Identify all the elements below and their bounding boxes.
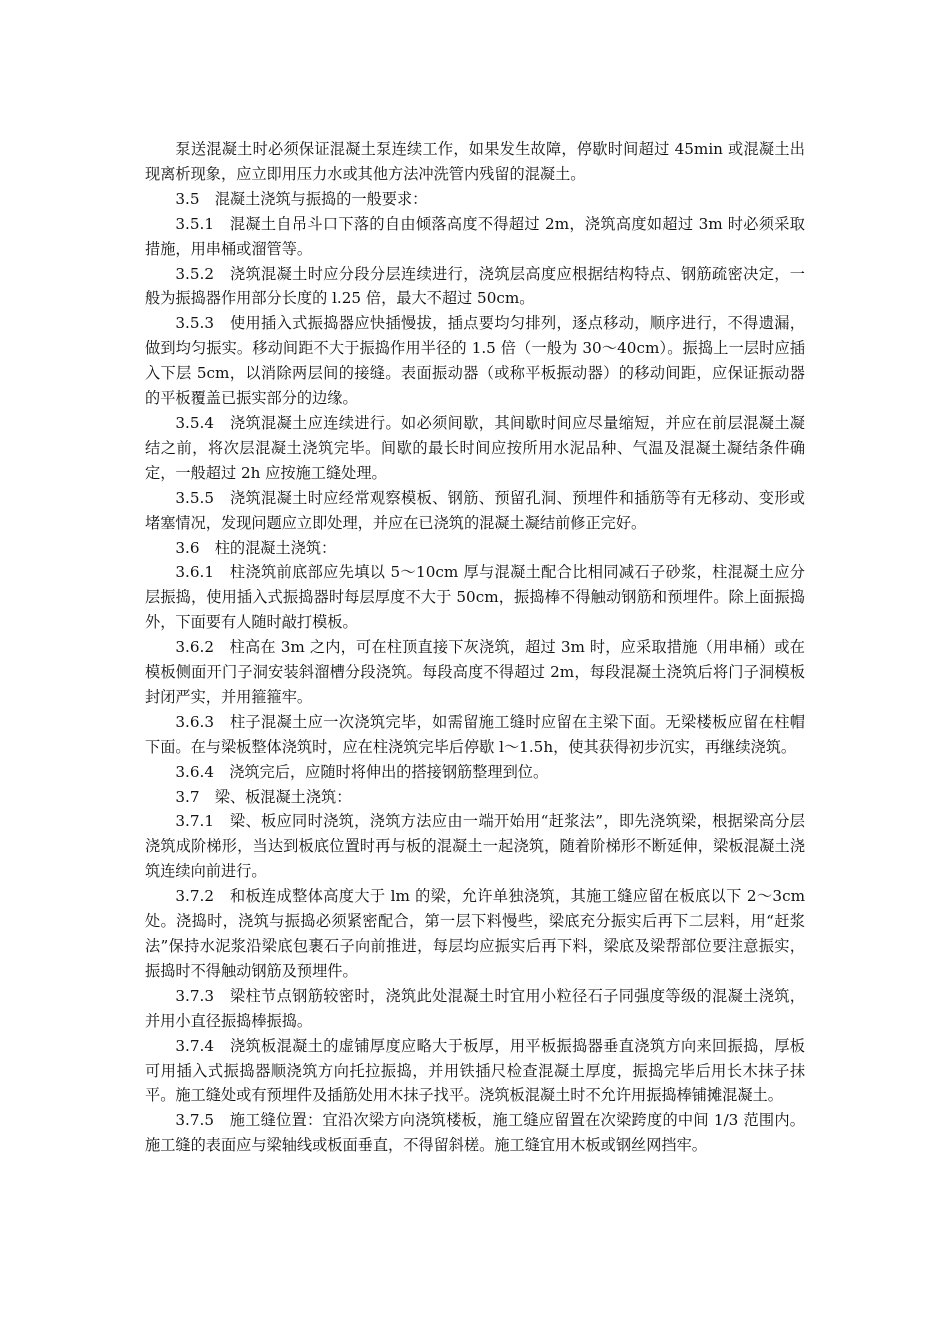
- paragraph-3-7-2: 3.7.2 和板连成整体高度大于 lm 的梁，允许单独浇筑，其施工缝应留在板底以下 2～3cm 处。浇捣时，浇筑与振捣必须紧密配合，第一层下料慢些，梁底充分振实后再下二层料，用“赶浆法”保持水泥浆沿梁底包裹石子向前推进，每层均应振实后再下料，梁底及梁帮部位要注意振实，振捣时不得触动钢筋及预埋件。: [145, 887, 805, 980]
- paragraph-3-6-1: 3.6.1 柱浇筑前底部应先填以 5～10cm 厚与混凝土配合比相同减石子砂浆，柱混凝土应分层振捣，使用插入式振捣器时每层厚度不大于 50cm，振捣棒不得触动钢筋和预埋件。除上面振捣外，下面要有人随时敲打模板。: [145, 563, 805, 632]
- paragraph-3-5-2: 3.5.2 浇筑混凝土时应分段分层连续进行，浇筑层高度应根据结构特点、钢筋疏密决定，一般为振捣器作用部分长度的 l.25 倍，最大不超过 50cm。: [145, 264, 805, 308]
- paragraph-3-5-3: 3.5.3 使用插入式振捣器应快插慢拔，插点要均匀排列，逐点移动，顺序进行，不得遗漏，做到均匀振实。移动间距不大于振捣作用半径的 1.5 倍（一般为 30～40cm）。振捣上一层时应插入下层 5cm，以消除两层间的接缝。表面振动器（或称平板振动器）的移动间距，应保证振动器的平板覆盖已振实部分的边缘。: [145, 314, 805, 408]
- paragraph-pump-concrete: 泵送混凝土时必须保证混凝土泵连续工作，如果发生故障，停歇时间超过 45min 或混凝土出现离析现象，应立即用压力水或其他方法冲洗管内残留的混凝土。: [145, 140, 805, 183]
- paragraph-3-5-4: 3.5.4 浇筑混凝土应连续进行。如必须间歇，其间歇时间应尽量缩短，并应在前层混凝土凝结之前，将次层混凝土浇筑完毕。间歇的最长时间应按所用水泥品种、气温及混凝土凝结条件确定，一般超过 2h 应按施工缝处理。: [145, 413, 805, 482]
- paragraph-3-7-5: 3.7.5 施工缝位置：宜沿次梁方向浇筑楼板，施工缝应留置在次梁跨度的中间 1/3 范围内。施工缝的表面应与梁轴线或板面垂直，不得留斜槎。施工缝宜用木板或钢丝网挡牢。: [145, 1111, 805, 1155]
- paragraph-3-5-5: 3.5.5 浇筑混凝土时应经常观察模板、钢筋、预留孔洞、预埋件和插筋等有无移动、变形或堵塞情况，发现问题应立即处理，并应在已浇筑的混凝土凝结前修正完好。: [145, 488, 805, 532]
- paragraph-3-5-1: 3.5.1 混凝土自吊斗口下落的自由倾落高度不得超过 2m，浇筑高度如超过 3m 时必须采取措施，用串桶或溜管等。: [145, 214, 805, 258]
- paragraph-3-6-3: 3.6.3 柱子混凝土应一次浇筑完毕，如需留施工缝时应留在主梁下面。无梁楼板应留在柱帽下面。在与梁板整体浇筑时，应在柱浇筑完毕后停歇 l～1.5h，使其获得初步沉实，再继续浇筑。: [145, 712, 805, 756]
- document-page: [145, 137, 805, 1158]
- paragraph-3-7-3: 3.7.3 梁柱节点钢筋较密时，浇筑此处混凝土时宜用小粒径石子同强度等级的混凝土浇筑，并用小直径振捣棒振捣。: [145, 986, 805, 1030]
- heading-3-7: 3.7 梁、板混凝土浇筑：: [175, 787, 352, 806]
- heading-3-6: 3.6 柱的混凝土浇筑：: [175, 538, 337, 557]
- paragraph-3-6-4: 3.6.4 浇筑完后，应随时将伸出的搭接钢筋整理到位。: [175, 762, 549, 781]
- paragraph-3-6-2: 3.6.2 柱高在 3m 之内，可在柱顶直接下灰浇筑，超过 3m 时，应采取措施（用串桶）或在模板侧面开门子洞安装斜溜槽分段浇筑。每段高度不得超过 2m，每段混凝土浇筑后将门子洞模板封闭严实，并用箍箍牢。: [145, 638, 805, 706]
- paragraph-3-7-4: 3.7.4 浇筑板混凝土的虚铺厚度应略大于板厚，用平板振捣器垂直浇筑方向来回振捣，厚板可用插入式振捣器顺浇筑方向托拉振捣，并用铁插尺检查混凝土厚度，振捣完毕后用长木抹子抹平。施工缝处或有预埋件及插筋处用木抹子找平。浇筑板混凝土时不允许用振捣棒铺摊混凝土。: [145, 1036, 805, 1105]
- heading-3-5: 3.5 混凝土浇筑与振捣的一般要求：: [175, 189, 428, 208]
- paragraph-3-7-1: 3.7.1 梁、板应同时浇筑，浇筑方法应由一端开始用“赶浆法”，即先浇筑梁，根据梁高分层浇筑成阶梯形，当达到板底位置时再与板的混凝土一起浇筑，随着阶梯形不断延伸，梁板混凝土浇筑连续向前进行。: [145, 812, 805, 881]
